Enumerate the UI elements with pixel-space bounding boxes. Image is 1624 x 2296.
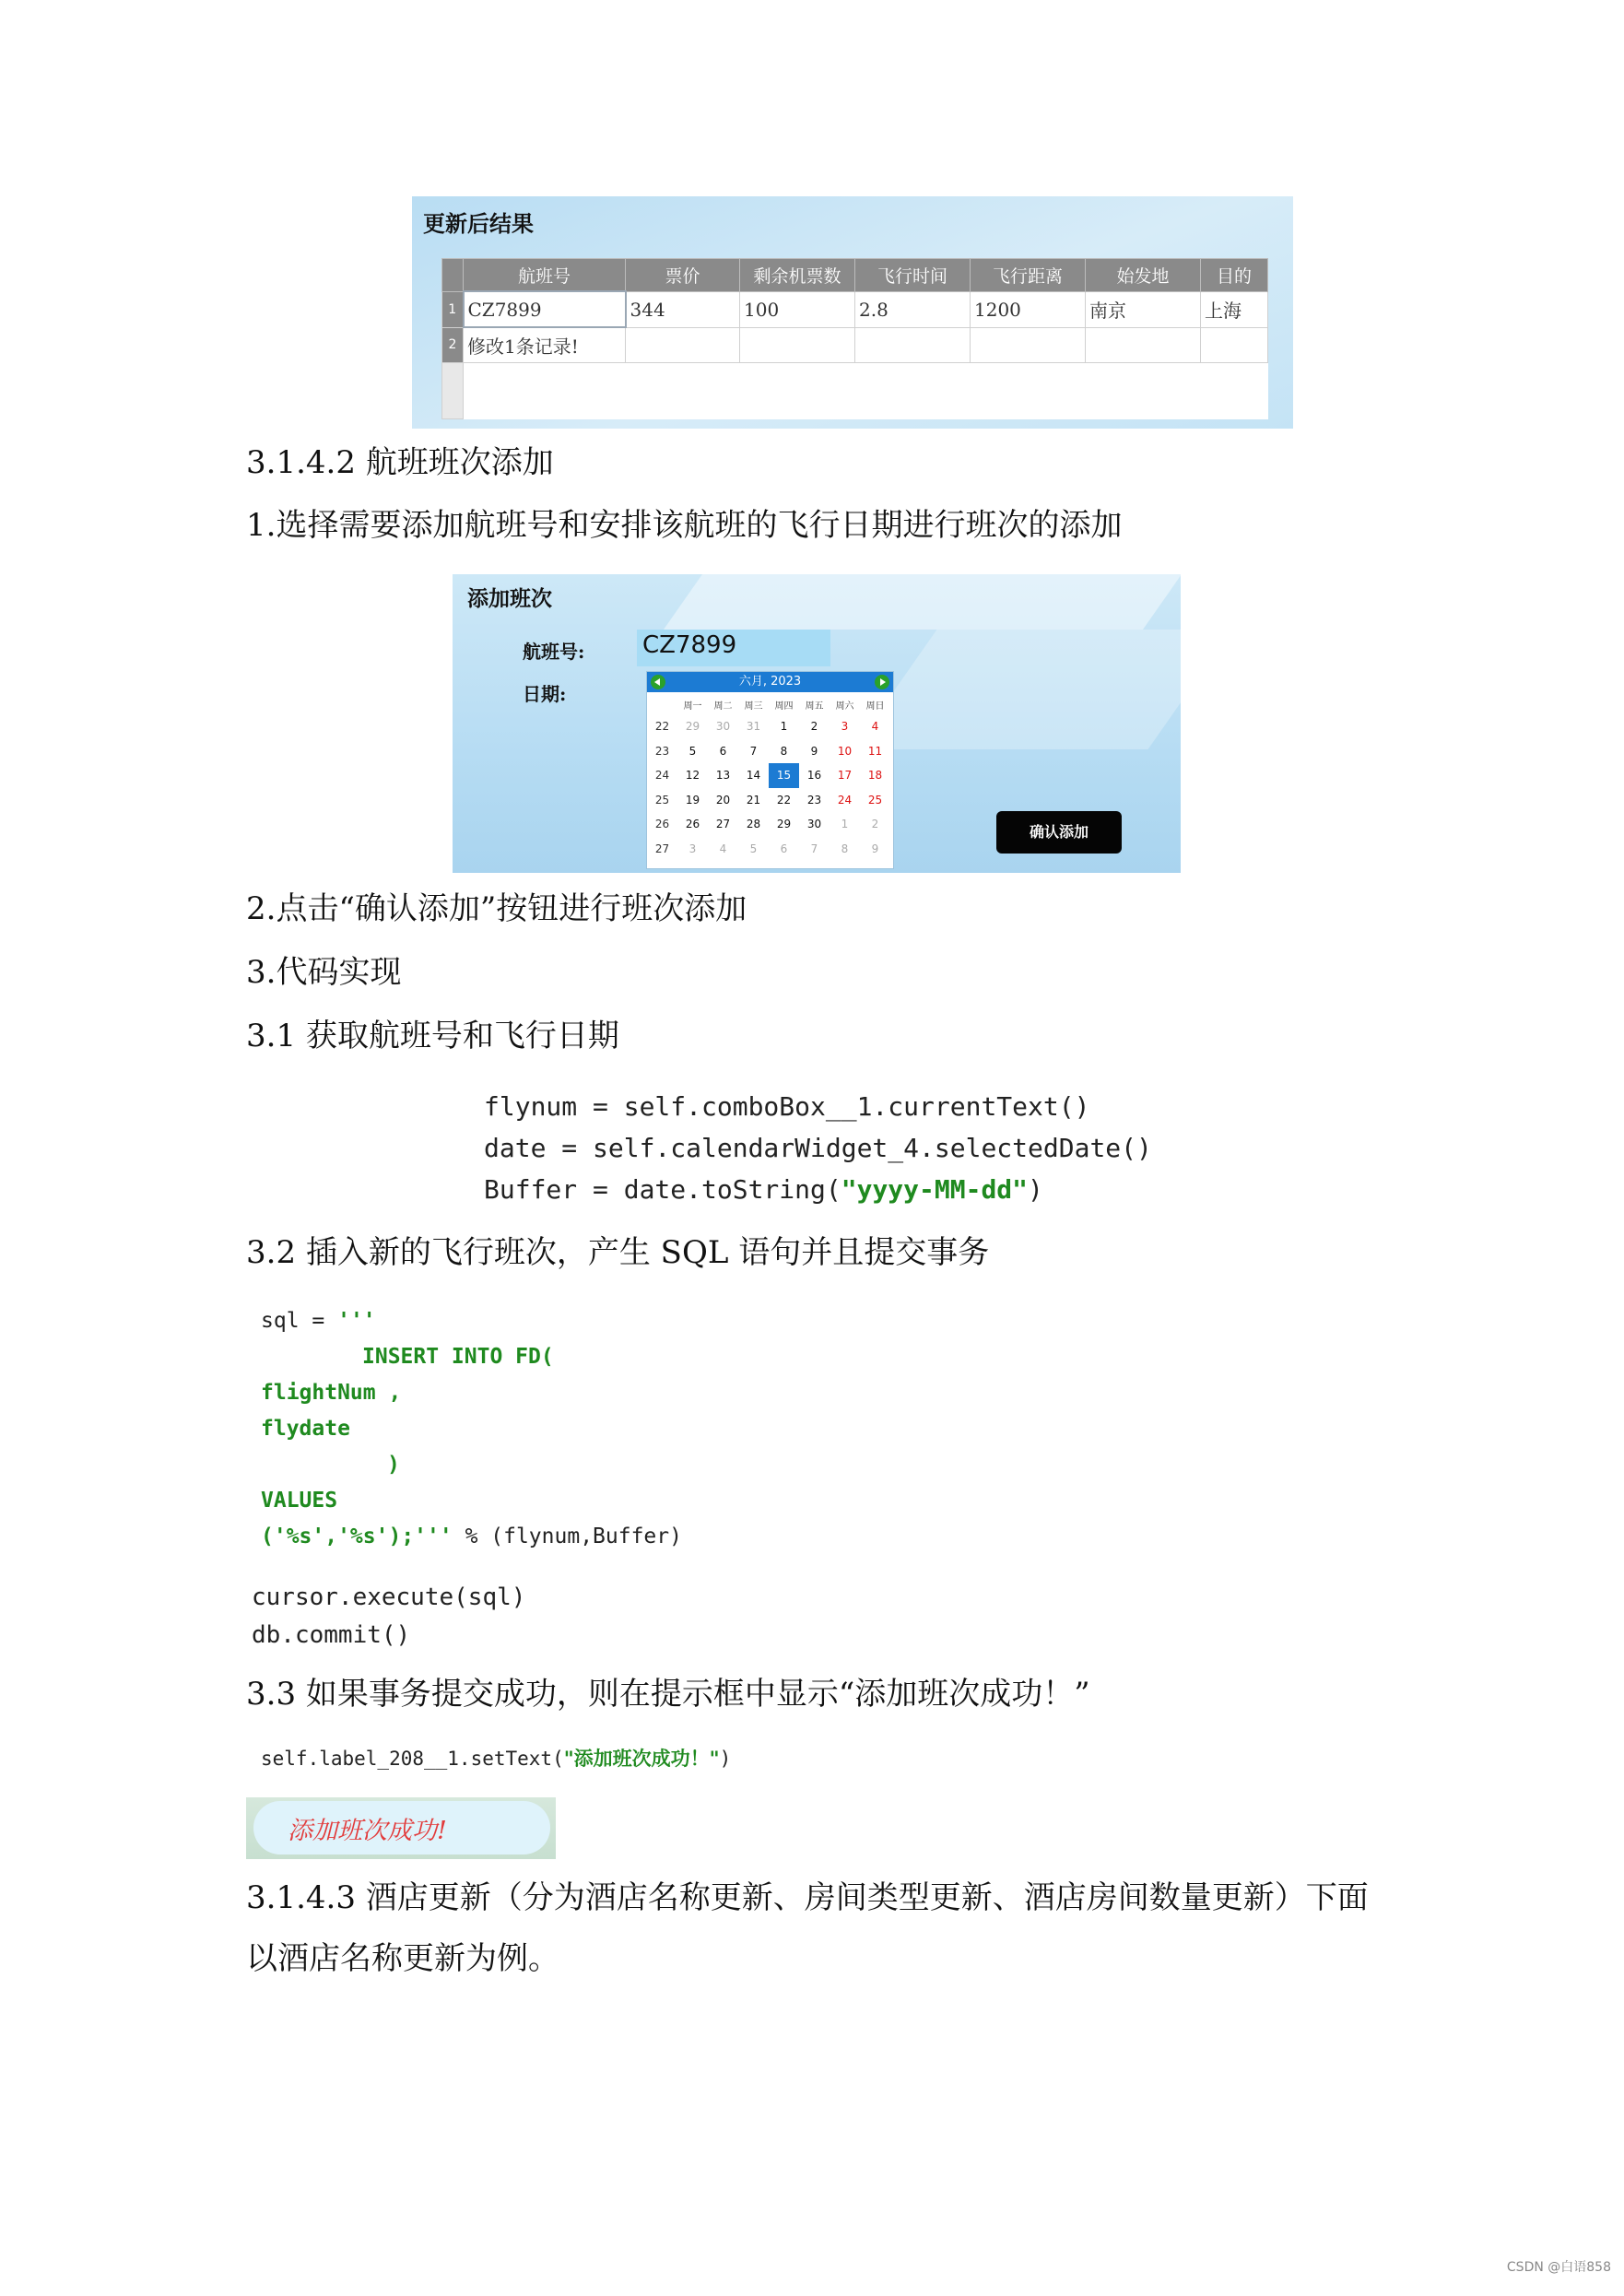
result-table: [441, 258, 1268, 419]
flight-number-value: CZ7899: [642, 631, 737, 659]
calendar-day[interactable]: 29: [776, 818, 792, 831]
code-line: date = self.calendarWidget_4.selectedDate(): [484, 1133, 1152, 1163]
code-block-2: [261, 1303, 682, 1555]
section-heading-3143-cont: 以酒店名称更新为例。: [246, 1940, 559, 1977]
calendar-day[interactable]: 14: [746, 769, 761, 783]
calendar-day[interactable]: 6: [780, 842, 788, 855]
banner-text: 添加班次成功!: [288, 1817, 447, 1845]
row-number: [442, 363, 464, 419]
corner-cell: [442, 259, 464, 292]
week-number: 27: [654, 842, 670, 855]
table-empty-area: [442, 363, 1268, 419]
table-row: [442, 291, 1268, 327]
code-text: Buffer = date.toString(: [484, 1174, 841, 1205]
figure-caption: 更新后结果: [423, 210, 534, 237]
week-number: 22: [654, 720, 670, 734]
table-cell[interactable]: 修改1条记录!: [464, 327, 626, 363]
calendar-day[interactable]: 3: [841, 720, 849, 734]
column-header[interactable]: 飞行时间: [855, 259, 971, 292]
weekday-label: 周六: [835, 701, 854, 712]
empty-area: [464, 363, 1268, 419]
code-block-commit: [252, 1579, 525, 1654]
calendar-day[interactable]: 23: [806, 793, 822, 807]
table-cell[interactable]: 1200: [971, 291, 1086, 327]
code-line: [484, 1169, 1152, 1210]
calendar-month-title[interactable]: 六月, 2023: [738, 675, 802, 689]
calendar-day[interactable]: 12: [685, 769, 700, 783]
week-number: 24: [654, 769, 670, 783]
updated-result-figure: [412, 196, 1293, 429]
weekday-label: 周三: [744, 701, 763, 712]
calendar-week-row: [647, 837, 890, 862]
calendar-day[interactable]: 7: [810, 842, 818, 855]
figure-caption: 添加班次: [467, 586, 552, 611]
calendar-week-row: [647, 812, 890, 837]
code-line: cursor.execute(sql): [252, 1584, 526, 1611]
calendar-day[interactable]: 30: [806, 818, 822, 831]
airplane-illustration: [664, 574, 1181, 630]
calendar-day[interactable]: 4: [871, 720, 879, 734]
weekday-corner: [647, 694, 677, 714]
calendar-day[interactable]: 1: [780, 720, 788, 734]
calendar-day[interactable]: 5: [749, 842, 758, 855]
code-line: flynum = self.comboBox__1.currentText(): [484, 1091, 1090, 1122]
calendar-day[interactable]: 17: [837, 769, 853, 783]
section-heading-3143: 3.1.4.3 酒店更新（分为酒店名称更新、房间类型更新、酒店房间数量更新）下面: [246, 1879, 1369, 1916]
code-string: "yyyy-MM-dd": [841, 1174, 1029, 1205]
code-line: ): [387, 1453, 400, 1477]
calendar-day[interactable]: 26: [685, 818, 700, 831]
code-text: self.label_208__1.setText(: [261, 1748, 564, 1770]
code-line: db.commit(): [252, 1621, 411, 1649]
calendar-week-row: [647, 739, 890, 764]
column-header[interactable]: 飞行距离: [971, 259, 1086, 292]
code-block-1: [484, 1086, 1152, 1210]
code-string: "添加班次成功！": [563, 1747, 720, 1770]
calendar-header: [647, 672, 893, 692]
weekday-label: 周二: [713, 701, 733, 712]
calendar-day[interactable]: 25: [867, 793, 883, 807]
code-string: ('%s','%s');''': [261, 1525, 453, 1548]
calendar-day[interactable]: 3: [688, 842, 697, 855]
code-block-3: [261, 1745, 731, 1772]
calendar-day[interactable]: 9: [871, 842, 879, 855]
table-cell[interactable]: 上海: [1201, 291, 1268, 327]
calendar-day[interactable]: 7: [749, 744, 758, 758]
column-header[interactable]: 票价: [626, 259, 740, 292]
step-2-text: 2.点击“确认添加”按钮进行班次添加: [246, 890, 747, 927]
calendar-day[interactable]: 27: [715, 818, 731, 831]
weekday-label: 周日: [865, 701, 885, 712]
calendar-week-row: [647, 763, 890, 788]
subsection-32: 3.2 插入新的飞行班次，产生 SQL 语句并且提交事务: [246, 1234, 990, 1271]
subsection-31: 3.1 获取航班号和飞行日期: [246, 1018, 619, 1054]
prev-month-icon[interactable]: [651, 675, 665, 689]
calendar-day[interactable]: 4: [719, 842, 727, 855]
code-line: flydate: [261, 1417, 350, 1441]
table-cell[interactable]: [855, 327, 971, 363]
table-cell[interactable]: [740, 327, 855, 363]
code-text: % (flynum,Buffer): [452, 1525, 682, 1548]
table-cell[interactable]: [626, 327, 740, 363]
calendar-day[interactable]: 24: [837, 793, 853, 807]
calendar-widget[interactable]: [646, 671, 894, 869]
code-string: ''': [337, 1309, 376, 1333]
airplane-illustration: [853, 630, 1181, 749]
table-cell[interactable]: 南京: [1086, 291, 1201, 327]
weekday-label: 周一: [683, 701, 702, 712]
calendar-day[interactable]: 13: [715, 769, 731, 783]
calendar-day[interactable]: 22: [776, 793, 792, 807]
calendar-day[interactable]: 30: [715, 720, 731, 734]
column-header[interactable]: 剩余机票数: [740, 259, 855, 292]
column-header[interactable]: 目的: [1201, 259, 1268, 292]
table-cell[interactable]: 100: [740, 291, 855, 327]
calendar-day[interactable]: 18: [867, 769, 883, 783]
table-header-row: [442, 259, 1268, 292]
code-line: VALUES: [261, 1489, 338, 1513]
calendar-day[interactable]: 11: [867, 744, 883, 758]
code-text: ): [1028, 1174, 1043, 1205]
code-line: [261, 1519, 682, 1555]
weekday-label: 周四: [774, 701, 794, 712]
calendar-week-row: [647, 788, 890, 813]
table-cell[interactable]: 344: [626, 291, 740, 327]
calendar-day[interactable]: 19: [685, 793, 700, 807]
calendar-day[interactable]: 29: [685, 720, 700, 734]
calendar-day[interactable]: 21: [746, 793, 761, 807]
calendar-day[interactable]: 2: [810, 720, 818, 734]
step-1-text: 1.选择需要添加航班号和安排该航班的飞行日期进行班次的添加: [246, 507, 1123, 544]
calendar-day[interactable]: 2: [871, 818, 879, 831]
calendar-day[interactable]: 8: [780, 744, 788, 758]
calendar-day[interactable]: 10: [837, 744, 853, 758]
calendar-day-selected[interactable]: 15: [769, 763, 799, 788]
calendar-grid: [647, 694, 890, 861]
section-heading-3142: 3.1.4.2 航班班次添加: [246, 444, 554, 481]
table-cell[interactable]: CZ7899: [464, 291, 626, 327]
code-line: flightNum ,: [261, 1381, 402, 1405]
subsection-33: 3.3 如果事务提交成功，则在提示框中显示“添加班次成功！”: [246, 1676, 1090, 1713]
calendar-day[interactable]: 6: [719, 744, 727, 758]
column-header[interactable]: 航班号: [464, 259, 626, 292]
calendar-day[interactable]: 9: [810, 744, 818, 758]
code-line: [261, 1303, 682, 1339]
table-row: [442, 327, 1268, 363]
calendar-day[interactable]: 5: [688, 744, 697, 758]
watermark: CSDN @白语858: [1506, 2260, 1611, 2275]
week-number: 25: [654, 793, 670, 807]
calendar-day[interactable]: 20: [715, 793, 731, 807]
table-cell[interactable]: 2.8: [855, 291, 971, 327]
table-cell[interactable]: [1201, 327, 1268, 363]
step-3-text: 3.代码实现: [246, 954, 402, 991]
date-label: 日期:: [523, 683, 567, 705]
code-text: ): [719, 1748, 732, 1770]
success-banner: [246, 1797, 556, 1859]
calendar-day[interactable]: 16: [806, 769, 822, 783]
column-header[interactable]: 始发地: [1086, 259, 1201, 292]
table-cell[interactable]: [971, 327, 1086, 363]
code-text: sql =: [261, 1309, 338, 1333]
calendar-week-row: [647, 714, 890, 739]
flight-number-label: 航班号:: [523, 641, 585, 663]
weekday-label: 周五: [805, 701, 824, 712]
calendar-day[interactable]: 31: [746, 720, 761, 734]
week-number: 23: [654, 744, 670, 758]
table-cell[interactable]: [1086, 327, 1201, 363]
calendar-day[interactable]: 28: [746, 818, 761, 831]
calendar-day[interactable]: 1: [841, 818, 849, 831]
confirm-add-button[interactable]: 确认添加: [996, 811, 1122, 854]
row-number: 1: [442, 291, 464, 327]
add-schedule-figure: [453, 574, 1181, 873]
week-number: 26: [654, 818, 670, 831]
next-month-icon[interactable]: [875, 675, 889, 689]
code-line: INSERT INTO FD(: [362, 1345, 554, 1369]
weekday-row: [647, 694, 890, 714]
calendar-day[interactable]: 8: [841, 842, 849, 855]
row-number: 2: [442, 327, 464, 363]
